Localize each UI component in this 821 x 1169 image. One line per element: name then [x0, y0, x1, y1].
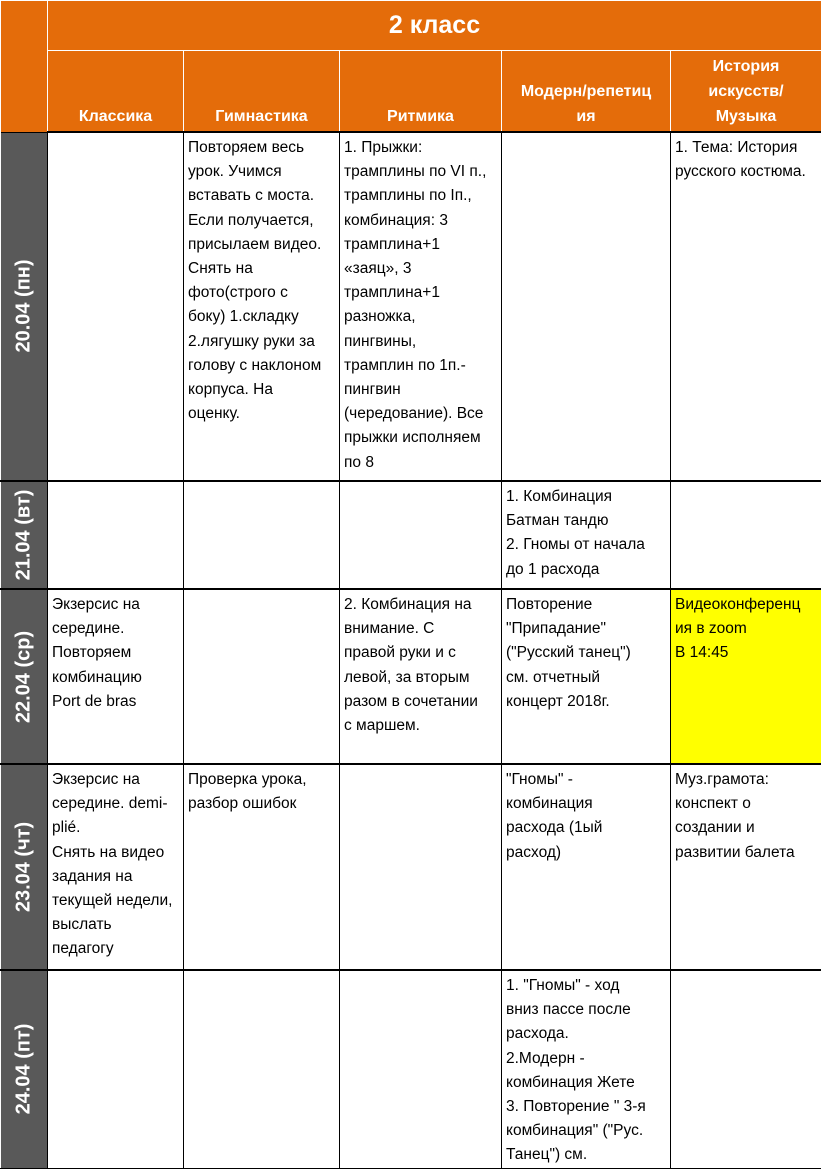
cell-text-line: plié. — [52, 816, 181, 840]
cell-text-line: Экзерсис на — [52, 593, 181, 617]
cell-text-line: задания на — [52, 865, 181, 889]
cell-text-line: фото(строго с — [188, 281, 337, 305]
day-label-cell — [1, 764, 48, 970]
cell-text-line: 2. Гномы от начала — [506, 533, 668, 557]
cell-text-line: 2.Модерн - — [506, 1047, 668, 1071]
cell-text-line: «заяц», 3 — [344, 257, 499, 281]
column-header-line: ия — [502, 104, 670, 129]
column-header — [502, 51, 671, 133]
column-header — [48, 51, 184, 133]
cell-text-line: 1. Комбинация — [506, 485, 668, 509]
schedule-cell — [502, 589, 671, 764]
cell-text-line: Если получается, — [188, 209, 337, 233]
schedule-cell — [48, 481, 184, 589]
cell-text-line: (чередование). Все — [344, 402, 499, 426]
cell-text-line: 1. "Гномы" - ход — [506, 974, 668, 998]
cell-text-line: "Припадание" — [506, 617, 668, 641]
cell-text-line: разбор ошибок — [188, 792, 337, 816]
day-label: 20.04 (пн) — [13, 260, 36, 353]
cell-text-line: русского костюма. — [675, 160, 819, 184]
cell-text-line: Снять на — [188, 257, 337, 281]
cell-text-line: пингвины, — [344, 330, 499, 354]
schedule-cell — [671, 132, 821, 481]
cell-text-line: Повторяем весь — [188, 136, 337, 160]
column-header-line: Классика — [48, 104, 183, 129]
schedule-cell — [184, 481, 340, 589]
column-header-line: Гимнастика — [184, 104, 339, 129]
cell-text-line: концерт 2018г. — [506, 690, 668, 714]
cell-text-line: расхода (1ый — [506, 816, 668, 840]
schedule-cell — [340, 970, 502, 1168]
cell-text-line: комбинацию — [52, 666, 181, 690]
cell-text-line: Повторяем — [52, 641, 181, 665]
cell-text-line: развитии балета — [675, 841, 819, 865]
cell-text-line: комбинация" ("Рус. — [506, 1119, 668, 1143]
cell-text-line: Экзерсис на — [52, 768, 181, 792]
cell-text-line: комбинация — [506, 792, 668, 816]
schedule-cell — [184, 132, 340, 481]
cell-text-line: оценку. — [188, 402, 337, 426]
cell-text-line: разом в сочетании — [344, 690, 499, 714]
column-header — [671, 51, 821, 133]
cell-text-line: ия в zoom — [675, 617, 819, 641]
day-row — [1, 481, 821, 589]
column-header-line: искусств/ — [671, 79, 821, 104]
cell-text-line: Танец") см. — [506, 1143, 668, 1167]
schedule-cell — [502, 481, 671, 589]
cell-text-line: Снять на видео — [52, 841, 181, 865]
day-label: 22.04 (ср) — [13, 630, 36, 722]
cell-text-line: вниз пассе после — [506, 998, 668, 1022]
cell-text-line: комбинация: 3 — [344, 209, 499, 233]
cell-text-line: присылаем видео. — [188, 233, 337, 257]
schedule-cell — [502, 764, 671, 970]
cell-text-line: середине. — [52, 617, 181, 641]
day-row — [1, 589, 821, 764]
cell-text-line: создании и — [675, 816, 819, 840]
cell-text-line: ("Русский танец") — [506, 641, 668, 665]
column-header — [340, 51, 502, 133]
schedule-cell — [502, 132, 671, 481]
cell-text-line: корпуса. На — [188, 378, 337, 402]
cell-text-line: левой, за вторым — [344, 666, 499, 690]
schedule-cell — [671, 970, 821, 1168]
cell-text-line: урок. Учимся — [188, 160, 337, 184]
cell-text-line: выслать — [52, 913, 181, 937]
day-row — [1, 764, 821, 970]
day-label: 24.04 (пт) — [13, 1024, 36, 1115]
cell-text-line: комбинация Жете — [506, 1071, 668, 1095]
cell-text-line: конспект о — [675, 792, 819, 816]
cell-text-line: педагогу — [52, 937, 181, 961]
cell-text-line: по 8 — [344, 451, 499, 475]
cell-text-line: 1. Прыжки: — [344, 136, 499, 160]
schedule-cell — [340, 481, 502, 589]
day-label-cell — [1, 481, 48, 589]
schedule-cell — [48, 589, 184, 764]
schedule-cell — [184, 589, 340, 764]
schedule-cell — [340, 589, 502, 764]
schedule-cell — [340, 132, 502, 481]
schedule-cell — [671, 764, 821, 970]
schedule-cell — [340, 764, 502, 970]
day-label-cell — [1, 132, 48, 481]
cell-text-line: Проверка урока, — [188, 768, 337, 792]
schedule-cell — [671, 589, 821, 764]
schedule-cell — [502, 970, 671, 1168]
cell-text-line: В 14:45 — [675, 641, 819, 665]
cell-text-line: голову с наклоном — [188, 354, 337, 378]
day-row — [1, 970, 821, 1168]
cell-text-line: расхода. — [506, 1022, 668, 1046]
column-header-line: Музыка — [671, 104, 821, 129]
day-row — [1, 132, 821, 481]
cell-text-line: 3. Повторение " 3-я — [506, 1095, 668, 1119]
cell-text-line: Батман тандю — [506, 509, 668, 533]
cell-text-line: середине. demi- — [52, 792, 181, 816]
column-header-row — [1, 51, 821, 133]
schedule-cell — [671, 481, 821, 589]
cell-text-line: правой руки и с — [344, 641, 499, 665]
cell-text-line: боку) 1.складку — [188, 305, 337, 329]
cell-text-line: с маршем. — [344, 714, 499, 738]
schedule-cell — [48, 764, 184, 970]
cell-text-line: трамплины по VI п., — [344, 160, 499, 184]
cell-text-line: текущей недели, — [52, 889, 181, 913]
day-label-cell — [1, 589, 48, 764]
cell-text-line: 2.лягушку руки за — [188, 330, 337, 354]
day-label: 21.04 (вт) — [13, 490, 36, 581]
cell-text-line: Повторение — [506, 593, 668, 617]
column-header — [184, 51, 340, 133]
cell-text-line: Муз.грамота: — [675, 768, 819, 792]
cell-text-line: 2. Комбинация на — [344, 593, 499, 617]
day-label-cell — [1, 970, 48, 1168]
cell-text-line: трамплина+1 — [344, 233, 499, 257]
cell-text-line: внимание. С — [344, 617, 499, 641]
schedule-cell — [48, 132, 184, 481]
cell-text-line: пингвин — [344, 378, 499, 402]
schedule-body — [1, 132, 821, 1168]
column-header-line: Ритмика — [340, 104, 501, 129]
cell-text-line: "Гномы" - — [506, 768, 668, 792]
schedule-cell — [184, 970, 340, 1168]
cell-text-line: до 1 расхода — [506, 558, 668, 582]
day-label: 23.04 (чт) — [13, 822, 36, 912]
page-title: 2 класс — [48, 1, 821, 51]
corner-cell — [1, 1, 48, 133]
schedule-cell — [48, 970, 184, 1168]
cell-text-line: 1. Тема: История — [675, 136, 819, 160]
cell-text-line: трамплин по 1п.- — [344, 354, 499, 378]
cell-text-line: прыжки исполняем — [344, 426, 499, 450]
schedule-cell — [184, 764, 340, 970]
cell-text-line: Видеоконференц — [675, 593, 819, 617]
cell-text-line: вставать с моста. — [188, 184, 337, 208]
column-header-line: История — [671, 54, 821, 79]
cell-text-line: трамплина+1 — [344, 281, 499, 305]
cell-text-line: разножка, — [344, 305, 499, 329]
column-header-line: Модерн/репетиц — [502, 79, 670, 104]
cell-text-line: расход) — [506, 841, 668, 865]
cell-text-line: Port de bras — [52, 690, 181, 714]
cell-text-line: см. отчетный — [506, 666, 668, 690]
cell-text-line: трамплины по Iп., — [344, 184, 499, 208]
